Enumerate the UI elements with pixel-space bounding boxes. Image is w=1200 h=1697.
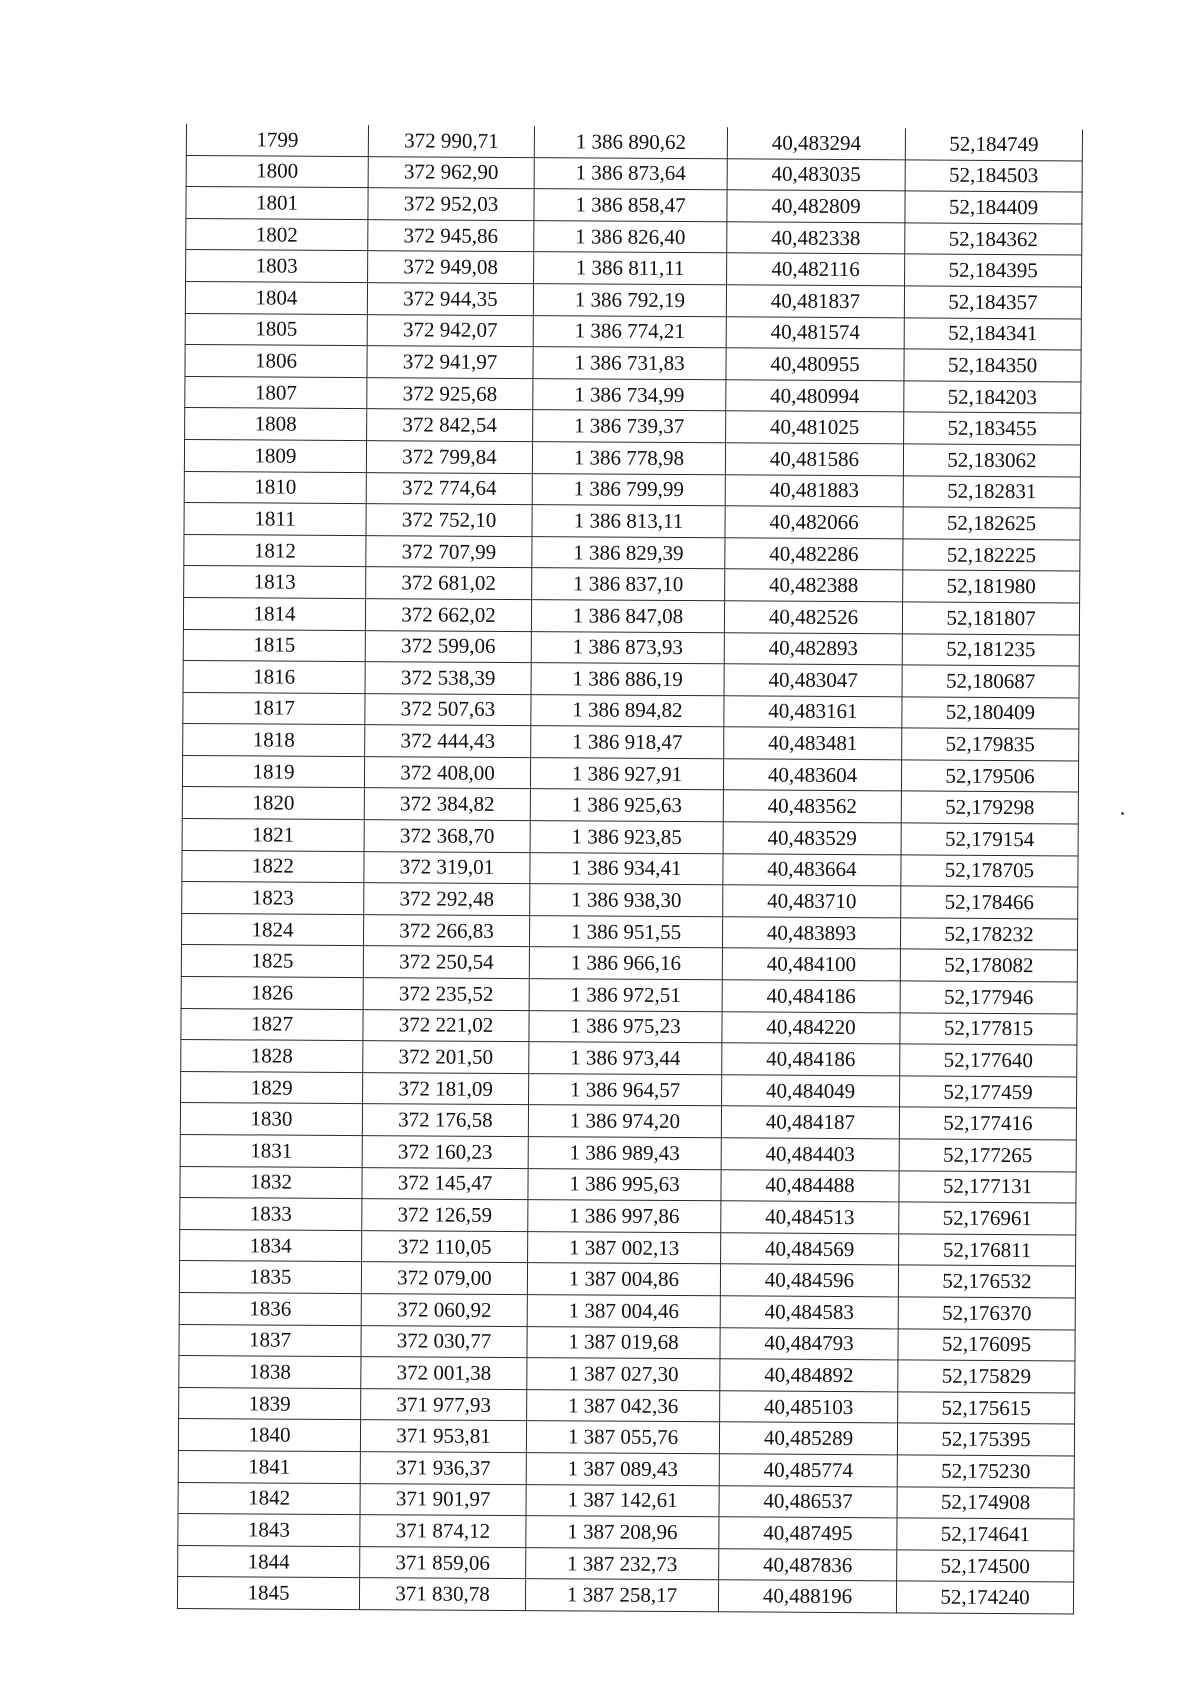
point-number-cell: 1831 — [180, 1134, 362, 1167]
y-coordinate-cell: 1 386 966,16 — [529, 947, 722, 980]
latitude-cell: 40,481574 — [726, 316, 904, 349]
latitude-cell: 40,486537 — [719, 1485, 897, 1518]
x-coordinate-cell: 372 319,01 — [364, 851, 530, 884]
longitude-cell: 52,184357 — [904, 286, 1081, 319]
x-coordinate-cell: 371 874,12 — [360, 1515, 526, 1548]
point-number-cell: 1827 — [181, 1008, 363, 1041]
latitude-cell: 40,481586 — [725, 443, 903, 476]
latitude-cell: 40,487495 — [719, 1517, 897, 1550]
x-coordinate-cell: 372 945,86 — [368, 219, 534, 252]
x-coordinate-cell: 371 977,93 — [361, 1388, 527, 1421]
latitude-cell: 40,483562 — [723, 790, 901, 823]
longitude-cell: 52,179506 — [901, 760, 1078, 793]
longitude-cell: 52,176095 — [898, 1328, 1075, 1361]
point-number-cell: 1810 — [184, 471, 366, 504]
point-number-cell: 1837 — [179, 1324, 361, 1357]
x-coordinate-cell: 372 266,83 — [363, 914, 529, 947]
y-coordinate-cell: 1 386 873,64 — [534, 157, 727, 190]
x-coordinate-cell: 372 752,10 — [366, 504, 532, 537]
longitude-cell: 52,183455 — [904, 412, 1081, 445]
latitude-cell: 40,485289 — [719, 1422, 897, 1455]
y-coordinate-cell: 1 386 973,44 — [529, 1042, 722, 1075]
point-number-cell: 1836 — [179, 1292, 361, 1325]
x-coordinate-cell: 372 030,77 — [361, 1325, 527, 1358]
y-coordinate-cell: 1 387 258,17 — [525, 1579, 718, 1612]
latitude-cell: 40,483710 — [723, 885, 901, 918]
y-coordinate-cell: 1 386 731,83 — [533, 347, 726, 380]
y-coordinate-cell: 1 386 918,47 — [531, 726, 724, 759]
y-coordinate-cell: 1 387 027,30 — [527, 1358, 720, 1391]
y-coordinate-cell: 1 386 974,20 — [528, 1105, 721, 1138]
point-number-cell: 1839 — [179, 1387, 361, 1420]
point-number-cell: 1823 — [182, 882, 364, 915]
point-number-cell: 1800 — [186, 155, 368, 188]
longitude-cell: 52,181235 — [902, 633, 1079, 666]
x-coordinate-cell: 372 799,84 — [366, 441, 532, 474]
longitude-cell: 52,182831 — [903, 475, 1080, 508]
longitude-cell: 52,179835 — [902, 728, 1079, 761]
y-coordinate-cell: 1 386 964,57 — [529, 1073, 722, 1106]
longitude-cell: 52,184503 — [905, 159, 1082, 192]
x-coordinate-cell: 371 830,78 — [359, 1578, 525, 1611]
point-number-cell: 1830 — [180, 1103, 362, 1136]
point-number-cell: 1806 — [185, 345, 367, 378]
longitude-cell: 52,178082 — [900, 949, 1077, 982]
longitude-cell: 52,175230 — [897, 1455, 1074, 1488]
point-number-cell: 1842 — [178, 1482, 360, 1515]
y-coordinate-cell: 1 386 927,91 — [530, 757, 723, 790]
y-coordinate-cell: 1 386 826,40 — [534, 220, 727, 253]
point-number-cell: 1845 — [177, 1577, 359, 1610]
point-number-cell: 1822 — [182, 850, 364, 883]
y-coordinate-cell: 1 386 886,19 — [531, 663, 724, 696]
x-coordinate-cell: 372 250,54 — [363, 946, 529, 979]
point-number-cell: 1825 — [181, 945, 363, 978]
x-coordinate-cell: 372 181,09 — [363, 1072, 529, 1105]
latitude-cell: 40,484186 — [722, 1043, 900, 1076]
x-coordinate-cell: 372 944,35 — [367, 283, 533, 316]
latitude-cell: 40,484892 — [720, 1359, 898, 1392]
longitude-cell: 52,176961 — [899, 1202, 1076, 1235]
latitude-cell: 40,483161 — [724, 695, 902, 728]
y-coordinate-cell: 1 386 972,51 — [529, 979, 722, 1012]
longitude-cell: 52,178705 — [901, 855, 1078, 888]
longitude-cell: 52,174500 — [897, 1550, 1074, 1583]
y-coordinate-cell: 1 386 792,19 — [533, 284, 726, 317]
point-number-cell: 1803 — [186, 250, 368, 283]
x-coordinate-cell: 372 060,92 — [361, 1294, 527, 1327]
y-coordinate-cell: 1 386 774,21 — [533, 315, 726, 348]
x-coordinate-cell: 372 235,52 — [363, 978, 529, 1011]
x-coordinate-cell: 372 384,82 — [364, 788, 530, 821]
latitude-cell: 40,484583 — [720, 1296, 898, 1329]
y-coordinate-cell: 1 386 997,86 — [528, 1200, 721, 1233]
latitude-cell: 40,484049 — [722, 1075, 900, 1108]
longitude-cell: 52,184350 — [904, 349, 1081, 382]
y-coordinate-cell: 1 386 890,62 — [534, 126, 727, 158]
longitude-cell: 52,174240 — [896, 1581, 1073, 1614]
point-number-cell: 1805 — [185, 313, 367, 346]
point-number-cell: 1816 — [183, 661, 365, 694]
point-number-cell: 1820 — [182, 787, 364, 820]
latitude-cell: 40,483481 — [724, 727, 902, 760]
longitude-cell: 52,184203 — [904, 381, 1081, 414]
x-coordinate-cell: 371 953,81 — [360, 1420, 526, 1453]
latitude-cell: 40,484186 — [722, 980, 900, 1013]
latitude-cell: 40,483529 — [723, 822, 901, 855]
longitude-cell: 52,177946 — [900, 981, 1077, 1014]
x-coordinate-cell: 372 842,54 — [367, 409, 533, 442]
y-coordinate-cell: 1 386 739,37 — [533, 410, 726, 443]
latitude-cell: 40,482116 — [727, 253, 905, 286]
x-coordinate-cell: 372 942,07 — [367, 314, 533, 347]
y-coordinate-cell: 1 386 923,85 — [530, 821, 723, 854]
x-coordinate-cell: 372 774,64 — [366, 472, 532, 505]
y-coordinate-cell: 1 386 938,30 — [530, 884, 723, 917]
longitude-cell: 52,181807 — [902, 602, 1079, 635]
y-coordinate-cell: 1 387 042,36 — [527, 1389, 720, 1422]
x-coordinate-cell: 372 444,43 — [365, 725, 531, 758]
point-number-cell: 1841 — [178, 1450, 360, 1483]
y-coordinate-cell: 1 387 055,76 — [526, 1421, 719, 1454]
longitude-cell: 52,175395 — [897, 1423, 1074, 1456]
latitude-cell: 40,483294 — [727, 127, 905, 159]
latitude-cell: 40,484187 — [721, 1106, 899, 1139]
x-coordinate-cell: 371 859,06 — [360, 1546, 526, 1579]
y-coordinate-cell: 1 387 232,73 — [526, 1547, 719, 1580]
longitude-cell: 52,179154 — [901, 823, 1078, 856]
longitude-cell: 52,183062 — [903, 444, 1080, 477]
point-number-cell: 1812 — [184, 534, 366, 567]
longitude-cell: 52,184409 — [905, 191, 1082, 224]
latitude-cell: 40,480955 — [726, 348, 904, 381]
point-number-cell: 1833 — [180, 1198, 362, 1231]
table-row — [177, 1577, 1073, 1614]
x-coordinate-cell: 372 221,02 — [363, 1009, 529, 1042]
longitude-cell: 52,177265 — [899, 1139, 1076, 1172]
longitude-cell: 52,176532 — [898, 1265, 1075, 1298]
scan-speck — [1121, 812, 1124, 815]
x-coordinate-cell: 372 001,38 — [361, 1357, 527, 1390]
point-number-cell: 1826 — [181, 977, 363, 1010]
y-coordinate-cell: 1 387 004,46 — [527, 1295, 720, 1328]
latitude-cell: 40,484569 — [721, 1233, 899, 1266]
longitude-cell: 52,175615 — [898, 1392, 1075, 1425]
latitude-cell: 40,480994 — [726, 380, 904, 413]
point-number-cell: 1799 — [186, 124, 368, 156]
x-coordinate-cell: 372 925,68 — [367, 377, 533, 410]
y-coordinate-cell: 1 386 894,82 — [531, 694, 724, 727]
latitude-cell: 40,482066 — [725, 506, 903, 539]
point-number-cell: 1828 — [181, 1040, 363, 1073]
latitude-cell: 40,485103 — [720, 1391, 898, 1424]
x-coordinate-cell: 371 936,37 — [360, 1452, 526, 1485]
y-coordinate-cell: 1 386 934,41 — [530, 852, 723, 885]
latitude-cell: 40,481883 — [725, 474, 903, 507]
latitude-cell: 40,482809 — [727, 190, 905, 223]
longitude-cell: 52,177815 — [900, 1013, 1077, 1046]
y-coordinate-cell: 1 386 837,10 — [532, 568, 725, 601]
longitude-cell: 52,184341 — [904, 317, 1081, 350]
point-number-cell: 1829 — [181, 1071, 363, 1104]
latitude-cell: 40,483893 — [722, 917, 900, 950]
y-coordinate-cell: 1 386 811,11 — [534, 252, 727, 285]
x-coordinate-cell: 372 707,99 — [366, 535, 532, 568]
latitude-cell: 40,483047 — [724, 664, 902, 697]
x-coordinate-cell: 372 681,02 — [366, 567, 532, 600]
latitude-cell: 40,483664 — [723, 853, 901, 886]
x-coordinate-cell: 372 990,71 — [368, 125, 534, 157]
longitude-cell: 52,184749 — [905, 128, 1082, 160]
x-coordinate-cell: 372 201,50 — [363, 1041, 529, 1074]
longitude-cell: 52,177416 — [899, 1107, 1076, 1140]
latitude-cell: 40,484488 — [721, 1169, 899, 1202]
y-coordinate-cell: 1 386 734,99 — [533, 378, 726, 411]
y-coordinate-cell: 1 387 002,13 — [528, 1231, 721, 1264]
point-number-cell: 1808 — [185, 408, 367, 441]
longitude-cell: 52,177459 — [900, 1076, 1077, 1109]
point-number-cell: 1815 — [183, 629, 365, 662]
y-coordinate-cell: 1 386 858,47 — [534, 189, 727, 222]
point-number-cell: 1804 — [185, 281, 367, 314]
y-coordinate-cell: 1 386 847,08 — [531, 600, 724, 633]
latitude-cell: 40,483035 — [727, 158, 905, 191]
point-number-cell: 1835 — [179, 1261, 361, 1294]
coordinates-table-body — [177, 124, 1082, 1614]
point-number-cell: 1824 — [181, 913, 363, 946]
x-coordinate-cell: 372 126,59 — [362, 1199, 528, 1232]
latitude-cell: 40,482893 — [724, 632, 902, 665]
longitude-cell: 52,175829 — [898, 1360, 1075, 1393]
latitude-cell: 40,485774 — [719, 1454, 897, 1487]
coordinates-table — [177, 124, 1083, 1614]
y-coordinate-cell: 1 386 951,55 — [529, 915, 722, 948]
latitude-cell: 40,487836 — [719, 1549, 897, 1582]
longitude-cell: 52,177131 — [899, 1170, 1076, 1203]
point-number-cell: 1807 — [185, 376, 367, 409]
latitude-cell: 40,482388 — [725, 569, 903, 602]
y-coordinate-cell: 1 386 975,23 — [529, 1010, 722, 1043]
y-coordinate-cell: 1 386 799,99 — [532, 473, 725, 506]
longitude-cell: 52,181980 — [903, 570, 1080, 603]
x-coordinate-cell: 372 952,03 — [368, 188, 534, 221]
x-coordinate-cell: 371 901,97 — [360, 1483, 526, 1516]
point-number-cell: 1838 — [179, 1356, 361, 1389]
point-number-cell: 1813 — [184, 566, 366, 599]
latitude-cell: 40,488196 — [718, 1580, 896, 1613]
latitude-cell: 40,482526 — [724, 601, 902, 634]
latitude-cell: 40,483604 — [723, 759, 901, 792]
y-coordinate-cell: 1 386 925,63 — [530, 789, 723, 822]
x-coordinate-cell: 372 292,48 — [364, 883, 530, 916]
y-coordinate-cell: 1 387 142,61 — [526, 1484, 719, 1517]
longitude-cell: 52,174641 — [897, 1518, 1074, 1551]
latitude-cell: 40,484513 — [721, 1201, 899, 1234]
x-coordinate-cell: 372 408,00 — [364, 756, 530, 789]
point-number-cell: 1809 — [184, 439, 366, 472]
latitude-cell: 40,481837 — [726, 285, 904, 318]
y-coordinate-cell: 1 386 829,39 — [532, 536, 725, 569]
latitude-cell: 40,482286 — [725, 538, 903, 571]
x-coordinate-cell: 372 145,47 — [362, 1167, 528, 1200]
point-number-cell: 1811 — [184, 503, 366, 536]
longitude-cell: 52,179298 — [901, 791, 1078, 824]
point-number-cell: 1817 — [183, 692, 365, 725]
x-coordinate-cell: 372 079,00 — [361, 1262, 527, 1295]
x-coordinate-cell: 372 160,23 — [362, 1136, 528, 1169]
y-coordinate-cell: 1 387 208,96 — [526, 1516, 719, 1549]
point-number-cell: 1821 — [182, 819, 364, 852]
latitude-cell: 40,484596 — [720, 1264, 898, 1297]
latitude-cell: 40,484220 — [722, 1011, 900, 1044]
longitude-cell: 52,178232 — [900, 918, 1077, 951]
longitude-cell: 52,182625 — [903, 507, 1080, 540]
x-coordinate-cell: 372 368,70 — [364, 820, 530, 853]
y-coordinate-cell: 1 386 873,93 — [531, 631, 724, 664]
point-number-cell: 1832 — [180, 1166, 362, 1199]
point-number-cell: 1819 — [182, 755, 364, 788]
point-number-cell: 1801 — [186, 187, 368, 220]
longitude-cell: 52,184395 — [905, 254, 1082, 287]
x-coordinate-cell: 372 176,58 — [362, 1104, 528, 1137]
longitude-cell: 52,177640 — [900, 1044, 1077, 1077]
x-coordinate-cell: 372 949,08 — [368, 251, 534, 284]
x-coordinate-cell: 372 662,02 — [365, 599, 531, 632]
point-number-cell: 1814 — [183, 597, 365, 630]
longitude-cell: 52,180409 — [902, 697, 1079, 730]
x-coordinate-cell: 372 110,05 — [362, 1230, 528, 1263]
longitude-cell: 52,184362 — [905, 223, 1082, 256]
y-coordinate-cell: 1 386 778,98 — [532, 442, 725, 475]
x-coordinate-cell: 372 941,97 — [367, 346, 533, 379]
point-number-cell: 1843 — [178, 1514, 360, 1547]
longitude-cell: 52,176370 — [898, 1297, 1075, 1330]
x-coordinate-cell: 372 507,63 — [365, 693, 531, 726]
longitude-cell: 52,180687 — [902, 665, 1079, 698]
longitude-cell: 52,174908 — [897, 1486, 1074, 1519]
y-coordinate-cell: 1 387 004,86 — [527, 1263, 720, 1296]
point-number-cell: 1834 — [180, 1229, 362, 1262]
point-number-cell: 1802 — [186, 218, 368, 251]
x-coordinate-cell: 372 599,06 — [365, 630, 531, 663]
point-number-cell: 1844 — [178, 1545, 360, 1578]
y-coordinate-cell: 1 387 089,43 — [526, 1453, 719, 1486]
y-coordinate-cell: 1 386 989,43 — [528, 1137, 721, 1170]
latitude-cell: 40,484100 — [722, 948, 900, 981]
y-coordinate-cell: 1 387 019,68 — [527, 1326, 720, 1359]
longitude-cell: 52,182225 — [903, 539, 1080, 572]
point-number-cell: 1818 — [183, 724, 365, 757]
latitude-cell: 40,484403 — [721, 1138, 899, 1171]
longitude-cell: 52,176811 — [899, 1234, 1076, 1267]
y-coordinate-cell: 1 386 995,63 — [528, 1168, 721, 1201]
point-number-cell: 1840 — [178, 1419, 360, 1452]
longitude-cell: 52,178466 — [901, 886, 1078, 919]
latitude-cell: 40,482338 — [727, 222, 905, 255]
latitude-cell: 40,484793 — [720, 1327, 898, 1360]
x-coordinate-cell: 372 962,90 — [368, 156, 534, 189]
x-coordinate-cell: 372 538,39 — [365, 662, 531, 695]
y-coordinate-cell: 1 386 813,11 — [532, 505, 725, 538]
latitude-cell: 40,481025 — [726, 411, 904, 444]
